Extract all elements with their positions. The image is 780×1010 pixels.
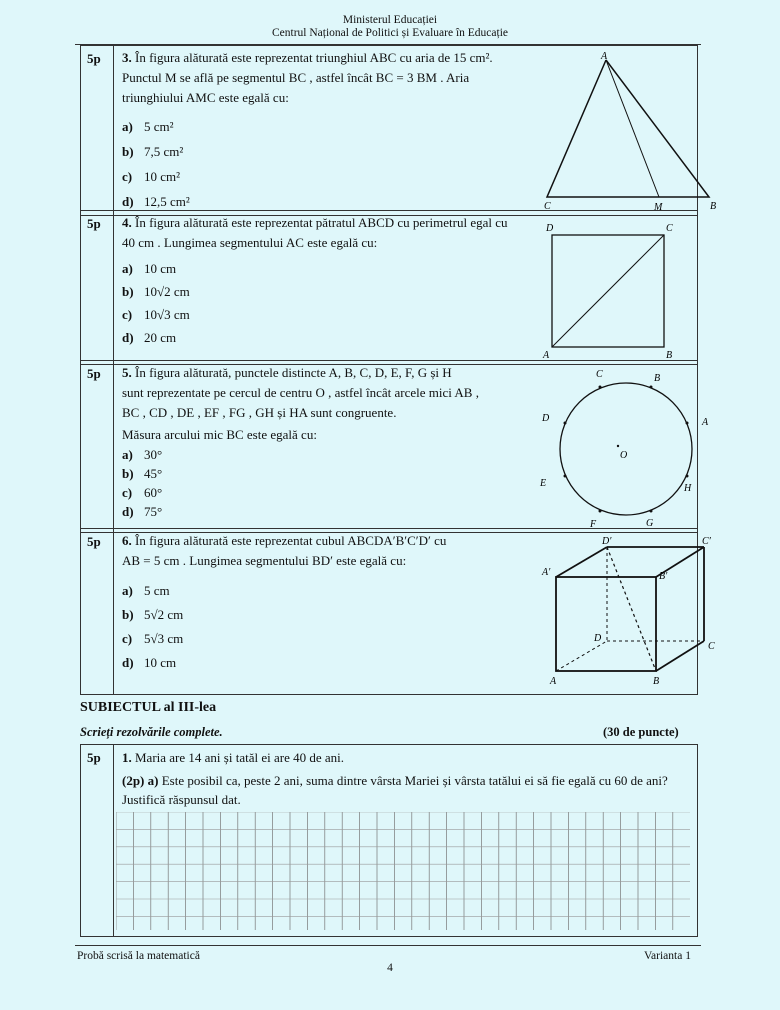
triangle-figure xyxy=(539,50,719,212)
circ-label-o: O xyxy=(620,450,628,461)
tri-label-c: C xyxy=(544,201,551,212)
q5-body xyxy=(114,361,709,533)
q3-option-c: c) 10 cm² xyxy=(122,169,181,184)
subject-title: SUBIECTUL al III-lea xyxy=(80,700,217,715)
cube-figure xyxy=(522,533,722,691)
sq-label-a: A xyxy=(543,350,550,361)
circ-label-b: B xyxy=(654,373,661,384)
page-header xyxy=(0,14,780,40)
cube-label-b1: B′ xyxy=(659,571,668,582)
circ-label-f: F xyxy=(590,519,597,527)
header-ministry: Ministerul Educației xyxy=(342,14,438,26)
circ-label-c: C xyxy=(596,369,603,380)
q3-text-3: triunghiului AMC este egală cu: xyxy=(122,90,289,105)
q5-text-2: sunt reprezentate pe cercul de centru O , astfel încât arcele mici AB , xyxy=(122,385,479,400)
square-figure xyxy=(542,219,692,361)
q5-text-1: În figura alăturată, punctele distincte A, B, C, D, E, F, G și H xyxy=(135,365,452,380)
q5-points: 5p xyxy=(81,361,114,533)
q3-body xyxy=(114,46,717,216)
q3-text-1: În figura alăturată este reprezentat triunghiul ABC cu aria de 15 cm². xyxy=(135,50,493,65)
question-4 xyxy=(80,210,698,365)
sq-label-d: D xyxy=(546,223,554,234)
q4-option-c: c) 10√3 cm xyxy=(122,307,190,322)
cube-label-c1: C′ xyxy=(702,536,711,547)
q5-text-4: Măsura arcului mic BC este egală cu: xyxy=(122,427,317,442)
q6-option-a: a) 5 cm xyxy=(122,583,170,598)
q5-option-a: a) 30° xyxy=(122,447,163,462)
q3-points: 5p xyxy=(81,46,114,216)
subject-points: (30 de puncte) xyxy=(603,725,679,739)
q4-option-a: a) 10 cm xyxy=(122,261,177,276)
footer-divider xyxy=(75,945,701,946)
q4-body xyxy=(114,211,698,365)
q6-text-1: În figura alăturată este reprezentat cubul ABCDA′B′C′D′ cu xyxy=(135,533,447,548)
question-3 xyxy=(80,45,717,216)
q4-option-b: b) 10√2 cm xyxy=(122,284,190,299)
circle-figure xyxy=(534,365,714,527)
cube-label-a: A xyxy=(550,676,557,687)
sq-label-b: B xyxy=(666,350,673,361)
q5-option-c: c) 60° xyxy=(122,485,163,500)
q6-points: 5p xyxy=(81,529,114,695)
q4-text-1: În figura alăturată este reprezentat pătratul ABCD cu perimetrul egal cu xyxy=(135,215,508,230)
q3-option-d: d) 12,5 cm² xyxy=(122,194,190,209)
q5-text-3: BC , CD , DE , EF , FG , GH și HA sunt congruente. xyxy=(122,405,397,420)
footer-variant: Varianta 1 xyxy=(644,950,691,962)
footer-exam-name: Probă scrisă la matematică xyxy=(77,950,200,962)
p1-number: 1. xyxy=(122,750,132,765)
p1-points: 5p xyxy=(81,745,114,937)
q6-option-d: d) 10 cm xyxy=(122,655,177,670)
p1-text-1: Maria are 14 ani și tatăl ei are 40 de ani. xyxy=(135,750,344,765)
q4-number: 4. xyxy=(122,215,132,230)
circ-label-h: H xyxy=(684,483,692,494)
q3-number: 3. xyxy=(122,50,132,65)
page-number: 4 xyxy=(387,962,393,974)
question-5 xyxy=(80,360,709,533)
q6-option-c: c) 5√3 cm xyxy=(122,631,184,646)
q6-option-b: b) 5√2 cm xyxy=(122,607,184,622)
question-6 xyxy=(80,528,715,695)
q4-option-d: d) 20 cm xyxy=(122,330,177,345)
q6-number: 6. xyxy=(122,533,132,548)
q4-points: 5p xyxy=(81,211,114,365)
circ-label-e: E xyxy=(540,478,547,489)
tri-label-a: A xyxy=(601,51,608,62)
cube-label-b: B xyxy=(653,676,660,687)
cube-label-a1: A′ xyxy=(542,567,551,578)
cube-label-d1: D′ xyxy=(602,536,612,547)
circ-label-d: D xyxy=(542,413,550,424)
cube-label-c: C xyxy=(708,641,715,652)
p1-text-2: Este posibil ca, peste 2 ani, suma dintre vârsta Mariei și vârsta tatălui ei să fie egală cu 60 de ani? xyxy=(161,773,668,788)
sq-label-c: C xyxy=(666,223,673,234)
circ-label-a: A xyxy=(702,417,709,428)
subject-instruction: Scrieți rezolvările complete. xyxy=(80,725,223,739)
header-center: Centrul Național de Politici și Evaluare în Educație xyxy=(271,27,508,39)
q6-text-2: AB = 5 cm . Lungimea segmentului BD′ este egală cu: xyxy=(122,553,407,568)
q3-option-b: b) 7,5 cm² xyxy=(122,144,184,159)
q5-option-b: b) 45° xyxy=(122,466,163,481)
tri-label-b: B xyxy=(710,201,717,212)
circ-label-g: G xyxy=(646,518,654,527)
q6-body xyxy=(114,529,715,695)
q5-option-d: d) 75° xyxy=(122,504,163,519)
q3-text-2: Punctul M se află pe segmentul BC , astfel încât BC = 3 BM . Aria xyxy=(122,70,470,85)
p1-text-3: Justifică răspunsul dat. xyxy=(122,792,241,807)
q4-text-2: 40 cm . Lungimea segmentului AC este egală cu: xyxy=(122,235,378,250)
answer-grid[interactable] xyxy=(116,812,690,930)
q3-option-a: a) 5 cm² xyxy=(122,119,174,134)
q5-number: 5. xyxy=(122,365,132,380)
p1-part-a: (2p) a) xyxy=(122,773,159,788)
tri-label-m: M xyxy=(654,202,663,212)
cube-label-d: D xyxy=(594,633,602,644)
